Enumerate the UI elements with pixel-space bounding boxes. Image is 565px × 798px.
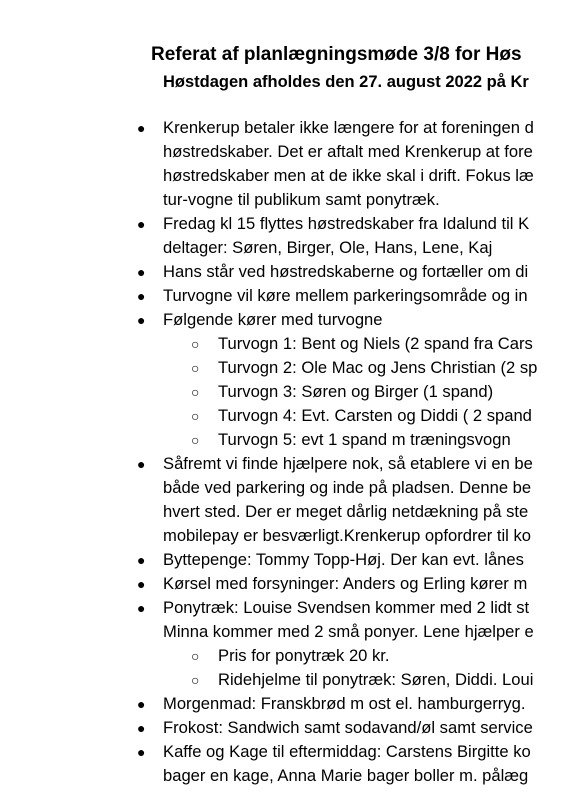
list-item: [0, 596, 565, 620]
line-text: Følgende kører med turvogne: [163, 310, 383, 329]
line-text: Turvogn 5: evt 1 spand m træningsvogn: [218, 430, 511, 449]
sub-list-item: [0, 404, 565, 428]
sub-list-item: [0, 428, 565, 452]
line-text: Kaffe og Kage til eftermiddag: Carstens Birgitte ko: [163, 742, 531, 761]
list-item: [0, 236, 565, 260]
line-text: Ridehjelme til ponytræk: Søren, Diddi. Loui: [218, 670, 534, 689]
list-item: [0, 116, 565, 140]
bullet-icon: ●: [137, 312, 146, 328]
list-item: [0, 476, 565, 500]
sub-list-item: [0, 356, 565, 380]
bullet-icon: ●: [137, 720, 146, 736]
bullet-icon: ●: [137, 456, 146, 472]
line-text: deltager: Søren, Birger, Ole, Hans, Lene, Kaj: [163, 238, 493, 257]
hollow-bullet-icon: ○: [191, 672, 200, 688]
bullet-icon: ●: [137, 120, 146, 136]
list-item: [0, 524, 565, 548]
list-item: [0, 740, 565, 764]
sub-list-item: [0, 668, 565, 692]
bullet-icon: ●: [137, 288, 146, 304]
hollow-bullet-icon: ○: [191, 648, 200, 664]
line-text: Kørsel med forsyninger: Anders og Erling kører m: [163, 574, 528, 593]
line-text: både ved parkering og inde på pladsen. Denne be: [163, 478, 532, 497]
list-item: [0, 212, 565, 236]
line-text: Ponytræk: Louise Svendsen kommer med 2 lidt st: [163, 598, 530, 617]
list-item: [0, 620, 565, 644]
line-text: høstredskaber. Det er aftalt med Krenkerup at fore: [163, 142, 533, 161]
document-body: [0, 116, 565, 788]
line-text: høstredskaber men at de ikke skal i drift. Fokus læ: [163, 166, 534, 185]
hollow-bullet-icon: ○: [191, 432, 200, 448]
list-item: [0, 140, 565, 164]
line-text: Minna kommer med 2 små ponyer. Lene hjælper e: [163, 622, 534, 641]
list-item: [0, 188, 565, 212]
hollow-bullet-icon: ○: [191, 384, 200, 400]
bullet-icon: ●: [137, 216, 146, 232]
list-item: [0, 716, 565, 740]
list-item: [0, 452, 565, 476]
line-text: Såfremt vi finde hjælpere nok, så etablere vi en be: [163, 454, 533, 473]
list-item: [0, 260, 565, 284]
hollow-bullet-icon: ○: [191, 336, 200, 352]
list-item: [0, 764, 565, 788]
list-item: [0, 164, 565, 188]
line-text: Frokost: Sandwich samt sodavand/øl samt service: [163, 718, 533, 737]
hollow-bullet-icon: ○: [191, 360, 200, 376]
line-text: bager en kage, Anna Marie bager boller m. pålæg: [163, 766, 529, 785]
line-text: hvert sted. Der er meget dårlig netdækning på ste: [163, 502, 529, 521]
line-text: Turvogn 3: Søren og Birger (1 spand): [218, 382, 494, 401]
bullet-icon: ●: [137, 576, 146, 592]
list-item: [0, 572, 565, 596]
line-text: Fredag kl 15 flyttes høstredskaber fra Idalund til K: [163, 214, 530, 233]
line-text: Krenkerup betaler ikke længere for at foreningen d: [163, 118, 534, 137]
line-text: Turvogn 1: Bent og Niels (2 spand fra Cars: [218, 334, 533, 353]
bullet-icon: ●: [137, 552, 146, 568]
line-text: Turvogne vil køre mellem parkeringsområde og in: [163, 286, 528, 305]
bullet-icon: ●: [137, 600, 146, 616]
line-text: Pris for ponytræk 20 kr.: [218, 646, 390, 665]
line-text: Hans står ved høstredskaberne og fortæller om di: [163, 262, 529, 281]
sub-list-item: [0, 644, 565, 668]
document-subtitle: Høstdagen afholdes den 27. august 2022 på Kr: [163, 73, 529, 91]
line-text: tur-vogne til publikum samt ponytræk.: [163, 190, 440, 209]
line-text: mobilepay er besværligt.Krenkerup opfordrer til ko: [163, 526, 531, 545]
sub-list-item: [0, 332, 565, 356]
hollow-bullet-icon: ○: [191, 408, 200, 424]
line-text: Turvogn 2: Ole Mac og Jens Christian (2 sp: [218, 358, 538, 377]
line-text: Byttepenge: Tommy Topp-Høj. Der kan evt. lånes: [163, 550, 524, 569]
bullet-icon: ●: [137, 744, 146, 760]
list-item: [0, 284, 565, 308]
list-item: [0, 548, 565, 572]
sub-list-item: [0, 380, 565, 404]
line-text: Morgenmad: Franskbrød m ost el. hamburgerryg.: [163, 694, 526, 713]
bullet-icon: ●: [137, 264, 146, 280]
list-item: [0, 692, 565, 716]
list-item: [0, 308, 565, 332]
document-title: Referat af planlægningsmøde 3/8 for Høs: [151, 44, 522, 65]
line-text: Turvogn 4: Evt. Carsten og Diddi ( 2 spand: [218, 406, 532, 425]
list-item: [0, 500, 565, 524]
bullet-icon: ●: [137, 696, 146, 712]
